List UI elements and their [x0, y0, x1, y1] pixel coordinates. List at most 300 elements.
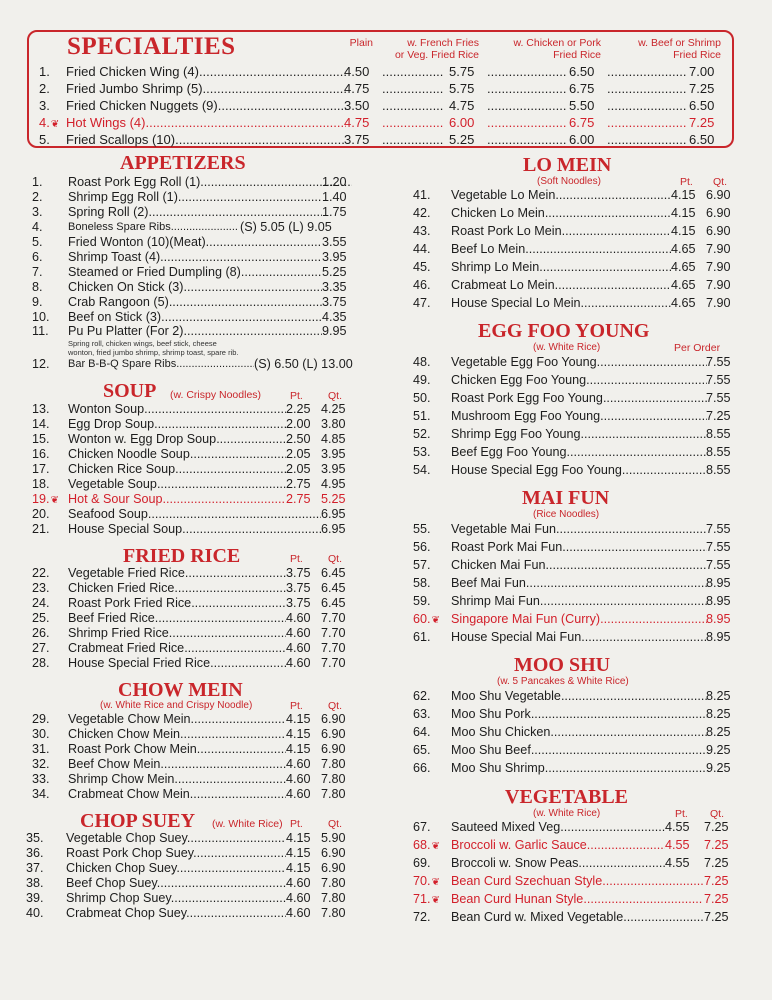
price-pint: 3.75: [286, 566, 311, 580]
item-name: Mushroom Egg Foo Young .....: [451, 409, 707, 424]
chop-suey-qt-header: Qt.: [328, 818, 343, 830]
menu-row: [32, 581, 352, 596]
item-name: Broccoli w. Snow Peas .....: [451, 856, 665, 871]
item-number: 33.: [32, 772, 50, 786]
item-name: Shrimp Chow Mein .....: [68, 772, 286, 787]
hot-spicy-icon: ❦: [50, 495, 59, 506]
item-number: 17.: [32, 462, 50, 476]
fried-rice-qt-header: Qt.: [328, 553, 343, 565]
header-chicken-pork: [499, 37, 601, 61]
item-number: 31.: [32, 742, 50, 756]
item-name: House Special Egg Foo Young .....: [451, 463, 707, 478]
item-number: 61.: [413, 630, 431, 644]
item-name: Vegetable Soup .....: [68, 477, 286, 492]
item-price: 9.25: [706, 761, 731, 775]
dot-leader: [607, 80, 687, 97]
item-price: 8.95: [706, 612, 731, 626]
menu-row: [413, 856, 743, 871]
menu-row: [413, 373, 743, 388]
item-price: 4.35: [322, 310, 347, 324]
price-quart: 7.70: [321, 656, 346, 670]
hot-spicy-icon: ❦: [50, 119, 60, 130]
item-name: Moo Shu Beef .....: [451, 743, 707, 758]
item-name: Wonton Soup .....: [68, 402, 286, 417]
item-name: Fried Chicken Wing (4) .....: [66, 63, 346, 80]
item-name: Fried Wonton (10)(Meat) .....: [68, 235, 322, 250]
menu-row: [32, 205, 352, 220]
item-number: 12.: [32, 357, 50, 371]
menu-row: [413, 409, 743, 424]
specialties-box: [27, 30, 734, 148]
hot-spicy-icon: ❦: [431, 877, 440, 888]
menu-row: [413, 427, 743, 442]
item-name: Beef Egg Foo Young .....: [451, 445, 707, 460]
price-pint: 4.15: [286, 742, 311, 756]
price-quart: 7.80: [321, 787, 346, 801]
item-number: 51.: [413, 409, 431, 423]
price-quart: 6.95: [321, 507, 346, 521]
price-plain: 3.75: [344, 132, 370, 147]
price-pint: 4.15: [286, 712, 311, 726]
menu-row: [413, 296, 743, 311]
item-number: 16.: [32, 447, 50, 461]
menu-row: [26, 861, 352, 876]
item-number: 25.: [32, 611, 50, 625]
menu-row: [413, 463, 743, 478]
item-price: 7.55: [706, 355, 731, 369]
item-number: 45.: [413, 260, 431, 274]
dot-leader: [607, 131, 687, 148]
dot-leader: [382, 114, 444, 131]
menu-row: [32, 566, 352, 581]
item-number: 30.: [32, 727, 50, 741]
specialty-row-spicy: [39, 114, 729, 131]
price-pint: 4.15: [286, 861, 311, 875]
price-quart: 6.90: [706, 188, 731, 202]
item-price: 8.25: [706, 689, 731, 703]
price-quart: 7.25: [704, 874, 729, 888]
chow-mein-title: CHOW MEIN: [118, 679, 243, 701]
item-name: Fried Chicken Nuggets (9) .....: [66, 97, 346, 114]
appetizers-title: APPETIZERS: [120, 152, 246, 174]
item-number: 5.: [32, 235, 43, 249]
item-number: 11.: [32, 324, 49, 338]
item-name: House Special Fried Rice .....: [68, 656, 286, 671]
item-name: Crab Rangoon (5) .....: [68, 295, 322, 310]
item-number: 5.: [39, 132, 50, 147]
pupu-note-line1: Spring roll, chicken wings, beef stick, cheese: [68, 339, 217, 348]
price-fries: 5.75: [449, 64, 475, 79]
price-quart: 7.80: [321, 876, 346, 890]
item-name: Chicken Chow Mein .....: [68, 727, 286, 742]
price-quart: 6.90: [321, 742, 346, 756]
header-beef-shrimp: [623, 37, 721, 61]
price-pint: 4.65: [671, 260, 696, 274]
vegetable-title: VEGETABLE: [505, 786, 628, 808]
menu-row: [413, 707, 743, 722]
item-number: 27.: [32, 641, 50, 655]
menu-row: [413, 188, 743, 203]
header-chicken-line2: Fried Rice: [553, 49, 601, 61]
menu-row: [413, 594, 743, 609]
menu-row: [413, 391, 743, 406]
soup-pt-header: Pt.: [290, 390, 303, 402]
item-name: Roast Pork Lo Mein .....: [451, 224, 671, 239]
header-beef-line1: w. Beef or Shrimp: [638, 37, 721, 49]
price-chicken-pork: 6.50: [569, 64, 595, 79]
menu-row: [413, 242, 743, 257]
price-pint: 2.05: [286, 447, 311, 461]
price-chicken-pork: 5.50: [569, 98, 595, 113]
item-number: 40.: [26, 906, 44, 920]
item-number: 9.: [32, 295, 43, 309]
price-quart: 3.95: [321, 447, 346, 461]
item-price: (S) 6.50 (L) 13.00: [254, 357, 353, 371]
menu-row: [32, 462, 352, 477]
item-name: Hot & Sour Soup .....: [68, 492, 286, 507]
menu-row: [413, 224, 743, 239]
price-quart: 5.90: [321, 831, 346, 845]
item-number: 6.: [32, 250, 43, 264]
item-price: 3.75: [322, 295, 347, 309]
menu-row: [32, 417, 352, 432]
item-number: 37.: [26, 861, 44, 875]
price-quart: 6.95: [321, 522, 346, 536]
price-pint: 4.15: [286, 846, 311, 860]
menu-row: [32, 772, 352, 787]
item-price: 9.95: [322, 324, 347, 338]
menu-row: [413, 260, 743, 275]
price-quart: 7.80: [321, 906, 346, 920]
chop-suey-pt-header: Pt.: [290, 818, 303, 830]
item-number: 72.: [413, 910, 431, 924]
item-name: Shrimp Chop Suey .....: [66, 891, 286, 906]
menu-row: [32, 742, 352, 757]
price-chicken-pork: 6.00: [569, 132, 595, 147]
price-quart: 7.70: [321, 626, 346, 640]
price-quart: 7.70: [321, 641, 346, 655]
price-pint: 4.60: [286, 876, 311, 890]
item-name: Moo Shu Vegetable .....: [451, 689, 707, 704]
menu-row-spicy: [413, 874, 743, 889]
dot-leader: [487, 114, 567, 131]
item-name: Vegetable Mai Fun .....: [451, 522, 707, 537]
menu-row: [32, 324, 352, 339]
price-beef-shrimp: 6.50: [689, 132, 715, 147]
price-quart: 7.90: [706, 260, 731, 274]
dot-leader: [607, 63, 687, 80]
menu-row: [32, 432, 352, 447]
item-number: 34.: [32, 787, 50, 801]
item-name: Chicken Rice Soup .....: [68, 462, 286, 477]
item-price: 7.55: [706, 391, 731, 405]
item-name: Wonton w. Egg Drop Soup .....: [68, 432, 286, 447]
item-name: Vegetable Chow Mein .....: [68, 712, 286, 727]
item-number: 64.: [413, 725, 431, 739]
item-number: 3.: [32, 205, 43, 219]
menu-row-spicy: [413, 838, 743, 853]
item-price: 9.25: [706, 743, 731, 757]
dot-leader: [487, 97, 567, 114]
item-number: 8.: [32, 280, 43, 294]
item-number: 39.: [26, 891, 44, 905]
price-chicken-pork: 6.75: [569, 115, 595, 130]
dot-leader: [607, 97, 687, 114]
item-name: Beef Chop Suey .....: [66, 876, 286, 891]
fried-rice-pt-header: Pt.: [290, 553, 303, 565]
item-name: Bean Curd w. Mixed Vegetable .....: [451, 910, 703, 925]
price-quart: 3.80: [321, 417, 346, 431]
specialties-title: SPECIALTIES: [67, 33, 236, 60]
item-number: 35.: [26, 831, 44, 845]
item-name: Moo Shu Chicken .....: [451, 725, 707, 740]
item-price: 3.95: [322, 250, 347, 264]
header-fries-line1: w. French Fries: [407, 37, 479, 49]
price-quart: 6.90: [321, 861, 346, 875]
price-quart: 4.25: [321, 402, 346, 416]
soup-qt-header: Qt.: [328, 390, 343, 402]
menu-row: [32, 611, 352, 626]
dot-leader: [382, 131, 444, 148]
item-number: 10.: [32, 310, 50, 324]
price-quart: 7.25: [704, 856, 729, 870]
price-plain: 4.75: [344, 115, 370, 130]
item-number: 63.: [413, 707, 431, 721]
dot-leader: [382, 80, 444, 97]
menu-row: [32, 250, 352, 265]
item-number: [413, 874, 443, 890]
menu-row: [413, 910, 743, 925]
price-pint: 4.15: [671, 206, 696, 220]
item-name: Chicken Noodle Soup .....: [68, 447, 286, 462]
item-number: 32.: [32, 757, 50, 771]
item-number: 69.: [413, 856, 431, 870]
price-quart: 6.90: [706, 224, 731, 238]
price-quart: 6.90: [321, 846, 346, 860]
price-quart: 6.45: [321, 566, 346, 580]
menu-row: [413, 689, 743, 704]
item-name: Sauteed Mixed Veg .....: [451, 820, 665, 835]
menu-row: [413, 630, 743, 645]
price-fries: 5.25: [449, 132, 475, 147]
menu-row: [413, 540, 743, 555]
item-price: 1.75: [322, 205, 347, 219]
price-pint: 2.75: [286, 477, 311, 491]
item-number: 44.: [413, 242, 431, 256]
item-number: 50.: [413, 391, 431, 405]
item-number: 24.: [32, 596, 50, 610]
price-plain: 4.50: [344, 64, 370, 79]
menu-row: [26, 906, 352, 921]
price-quart: 6.45: [321, 581, 346, 595]
price-pint: 4.15: [671, 188, 696, 202]
item-price: 8.25: [706, 707, 731, 721]
menu-row: [32, 787, 352, 802]
item-price: 7.55: [706, 540, 731, 554]
chop-suey-subtitle: (w. White Rice): [212, 818, 283, 830]
price-pint: 4.65: [671, 278, 696, 292]
item-number: 53.: [413, 445, 431, 459]
item-price: 8.95: [706, 576, 731, 590]
item-name: Bean Curd Hunan Style .....: [451, 892, 703, 907]
price-pint: 4.60: [286, 757, 311, 771]
price-pint: 4.55: [665, 838, 690, 852]
price-quart: 6.45: [321, 596, 346, 610]
menu-row: [32, 477, 352, 492]
item-name: Bar B-B-Q Spare Ribs .....: [68, 357, 254, 372]
item-number: 42.: [413, 206, 431, 220]
item-price: 8.95: [706, 630, 731, 644]
item-price: 7.25: [706, 409, 731, 423]
item-name: Boneless Spare Ribs .....: [68, 220, 238, 235]
item-name: Broccoli w. Garlic Sauce .....: [451, 838, 665, 853]
item-number: 4.: [32, 220, 43, 234]
menu-row: [26, 846, 352, 861]
price-plain: 3.50: [344, 98, 370, 113]
price-pint: 2.75: [286, 492, 311, 506]
price-pint: 3.75: [286, 581, 311, 595]
menu-row: [32, 507, 352, 522]
price-fries: 6.00: [449, 115, 475, 130]
item-price: 8.55: [706, 427, 731, 441]
header-fries-line2: or Veg. Fried Rice: [394, 49, 479, 61]
item-number: 56.: [413, 540, 431, 554]
price-beef-shrimp: 6.50: [689, 98, 715, 113]
price-pint: 4.15: [286, 831, 311, 845]
menu-row: [32, 295, 352, 310]
chow-mein-subtitle: (w. White Rice and Crispy Noodle): [100, 700, 253, 711]
moo-shu-title: MOO SHU: [514, 654, 611, 676]
menu-row: [413, 558, 743, 573]
price-pint: 4.60: [286, 772, 311, 786]
price-pint: 2.50: [286, 432, 311, 446]
item-name: Chicken Lo Mein .....: [451, 206, 671, 221]
menu-row: [413, 725, 743, 740]
moo-shu-subtitle: (w. 5 Pancakes & White Rice): [497, 676, 629, 687]
item-number: [32, 492, 62, 508]
item-name: Crabmeat Chop Suey .....: [66, 906, 286, 921]
item-name: Crabmeat Chow Mein .....: [68, 787, 286, 802]
price-pint: 2.25: [286, 402, 311, 416]
item-number: [413, 838, 443, 854]
item-number: 2.: [39, 81, 50, 96]
menu-row: [26, 831, 352, 846]
item-name: Fried Scallops (10) .....: [66, 131, 346, 148]
fried-rice-title: FRIED RICE: [123, 545, 241, 567]
item-number: [413, 612, 443, 628]
price-quart: 7.80: [321, 757, 346, 771]
item-name: Beef Lo Mein .....: [451, 242, 671, 257]
price-plain: 4.75: [344, 81, 370, 96]
item-name: Beef on Stick (3) .....: [68, 310, 322, 325]
price-beef-shrimp: 7.25: [689, 115, 715, 130]
item-number: 58.: [413, 576, 431, 590]
item-name: Shrimp Mai Fun .....: [451, 594, 707, 609]
item-price: 3.55: [322, 235, 347, 249]
price-quart: 4.85: [321, 432, 346, 446]
item-number: 65.: [413, 743, 431, 757]
menu-row: [32, 447, 352, 462]
item-number: 67.: [413, 820, 431, 834]
price-quart: 7.25: [704, 892, 729, 906]
item-number-text: 19.: [32, 492, 50, 506]
hot-spicy-icon: ❦: [431, 841, 440, 852]
item-name: Vegetable Chop Suey .....: [66, 831, 286, 846]
item-name: Chicken Egg Foo Young .....: [451, 373, 707, 388]
item-number: 29.: [32, 712, 50, 726]
item-number-text: 71.: [413, 892, 431, 906]
item-name: Pu Pu Platter (For 2) .....: [68, 324, 322, 339]
menu-row-spicy: [413, 892, 743, 907]
menu-row: [32, 402, 352, 417]
mai-fun-subtitle: (Rice Noodles): [533, 509, 600, 520]
price-pint: 4.55: [665, 820, 690, 834]
price-pint: 2.00: [286, 417, 311, 431]
soup-title: SOUP: [103, 380, 157, 402]
item-name: Shrimp Lo Mein .....: [451, 260, 671, 275]
item-name: House Special Soup .....: [68, 522, 321, 537]
price-pint: 4.60: [286, 641, 311, 655]
dot-leader: [607, 114, 687, 131]
mai-fun-title: MAI FUN: [522, 487, 610, 509]
item-name: Roast Pork Chop Suey .....: [66, 846, 286, 861]
vegetable-pt-header: Pt.: [675, 808, 688, 820]
item-number-text: 70.: [413, 874, 431, 888]
menu-row: [32, 190, 352, 205]
price-quart: 7.25: [704, 838, 729, 852]
dot-leader: [382, 63, 444, 80]
item-number: 15.: [32, 432, 50, 446]
header-chicken-line1: w. Chicken or Pork: [513, 37, 601, 49]
item-name: Crabmeat Fried Rice .....: [68, 641, 286, 656]
item-price: (S) 5.05 (L) 9.05: [240, 220, 332, 234]
item-number: 54.: [413, 463, 431, 477]
price-quart: 6.90: [706, 206, 731, 220]
item-name: Egg Drop Soup .....: [68, 417, 286, 432]
specialty-row: [39, 97, 729, 114]
item-number: 43.: [413, 224, 431, 238]
price-pint: 4.65: [671, 296, 696, 310]
chow-mein-qt-header: Qt.: [328, 700, 343, 712]
item-number: 21.: [32, 522, 50, 536]
menu-row-spicy: [413, 612, 743, 627]
item-number: 7.: [32, 265, 43, 279]
item-name: Steamed or Fried Dumpling (8) .....: [68, 265, 322, 280]
item-number: 62.: [413, 689, 431, 703]
item-number: 48.: [413, 355, 431, 369]
menu-row: [413, 576, 743, 591]
item-number-text: 68.: [413, 838, 431, 852]
item-number: 26.: [32, 626, 50, 640]
item-name: Chicken Mai Fun .....: [451, 558, 707, 573]
price-fries: 5.75: [449, 81, 475, 96]
item-number: 23.: [32, 581, 50, 595]
menu-row: [26, 876, 352, 891]
hot-spicy-icon: ❦: [431, 615, 440, 626]
price-quart: 3.95: [321, 462, 346, 476]
menu-row: [413, 522, 743, 537]
item-price: 7.55: [706, 373, 731, 387]
item-number: 14.: [32, 417, 50, 431]
item-name: Spring Roll (2) .....: [68, 205, 322, 220]
menu-row: [32, 220, 362, 235]
pupu-note-line2: wonton, fried jumbo shrimp, shrimp toast, spare rib.: [68, 348, 239, 357]
price-quart: 4.95: [321, 477, 346, 491]
menu-row: [32, 757, 352, 772]
item-number: 13.: [32, 402, 50, 416]
item-number: 57.: [413, 558, 431, 572]
menu-row: [32, 265, 352, 280]
